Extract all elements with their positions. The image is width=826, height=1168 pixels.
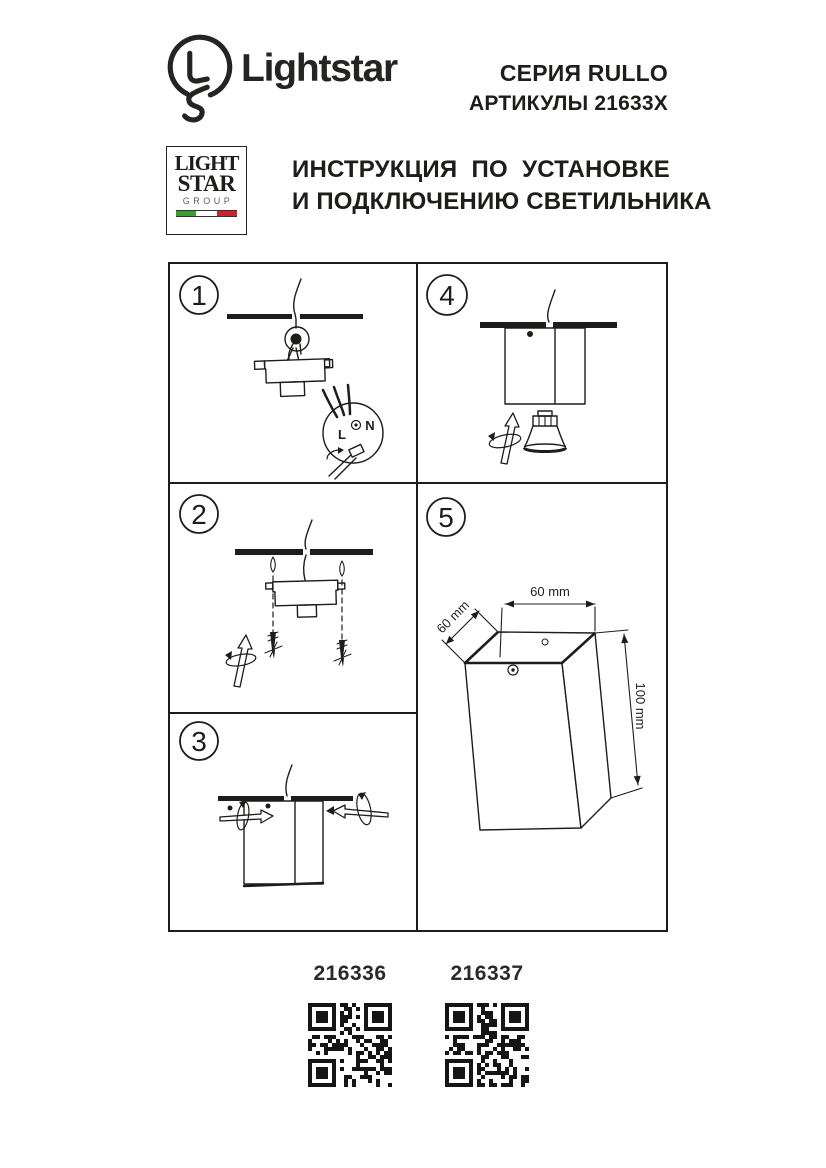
step-4-insert-bulb-diagram [418, 264, 666, 482]
step-4-panel [418, 264, 666, 484]
step-1-panel [170, 264, 418, 484]
terminal-detail-circle [323, 385, 383, 479]
page-title-line1: ИНСТРУКЦИЯ ПО УСТАНОВКЕ [292, 156, 670, 183]
instruction-grid [168, 262, 668, 932]
group-logo-group: GROUP [182, 196, 234, 207]
series-label: СЕРИЯ RULLO [499, 60, 668, 86]
step-number-badge: 3 [191, 726, 207, 757]
product-216337 [437, 962, 537, 1087]
group-logo-star: STAR [177, 171, 236, 197]
step-3-side-screws-diagram [170, 714, 416, 930]
lightstar-bulb-icon [160, 33, 238, 125]
step-2-screw-base-diagram [170, 484, 416, 712]
step-1-wiring-diagram [170, 264, 416, 482]
fixture-body [244, 801, 323, 884]
brand-wordmark: Lightstar [241, 47, 398, 90]
screw-guide-lines [273, 576, 342, 640]
header-product-info [400, 60, 668, 116]
step-number-badge: 1 [191, 280, 207, 311]
screw-right [334, 640, 351, 667]
group-logo-light: LIGHT [174, 151, 239, 175]
turn-arrow [501, 413, 519, 464]
articles-label: АРТИКУЛЫ 21633X [469, 92, 668, 115]
terminal-live-label: L [338, 427, 346, 442]
fixture-mounting-plate [266, 580, 346, 618]
step-3-panel [170, 714, 418, 930]
step-5-panel [418, 484, 666, 930]
italian-flag-stripe [176, 210, 237, 217]
depth-dimension-label: 60 mm [433, 597, 473, 637]
fixture-isometric-box [465, 632, 611, 830]
step-number-badge: 5 [438, 502, 454, 533]
product-216336 [300, 962, 400, 1087]
screw-left [265, 632, 282, 659]
product-code: 216336 [313, 962, 387, 985]
qr-code [308, 1003, 392, 1087]
step-2-panel [170, 484, 418, 714]
fixture-body [505, 328, 585, 404]
terminal-neutral-label: N [365, 418, 375, 433]
step-5-dimensions-diagram [418, 484, 666, 930]
lightstar-group-logo [166, 146, 247, 235]
product-code: 216337 [450, 962, 524, 985]
gu10-bulb [525, 411, 566, 452]
turn-arrow [234, 635, 252, 687]
height-dimension-label: 100 mm [633, 682, 648, 730]
push-arrow-right [333, 805, 388, 818]
fixture-mounting-plate [254, 347, 334, 398]
push-arrow-left [220, 810, 273, 823]
width-dimension-label: 60 mm [530, 584, 570, 599]
step-number-badge: 2 [191, 499, 207, 530]
qr-code [445, 1003, 529, 1087]
page-title-line2: И ПОДКЛЮЧЕНИЮ СВЕТИЛЬНИКА [292, 188, 712, 215]
step-number-badge: 4 [439, 280, 455, 311]
screwdriver [329, 455, 356, 479]
